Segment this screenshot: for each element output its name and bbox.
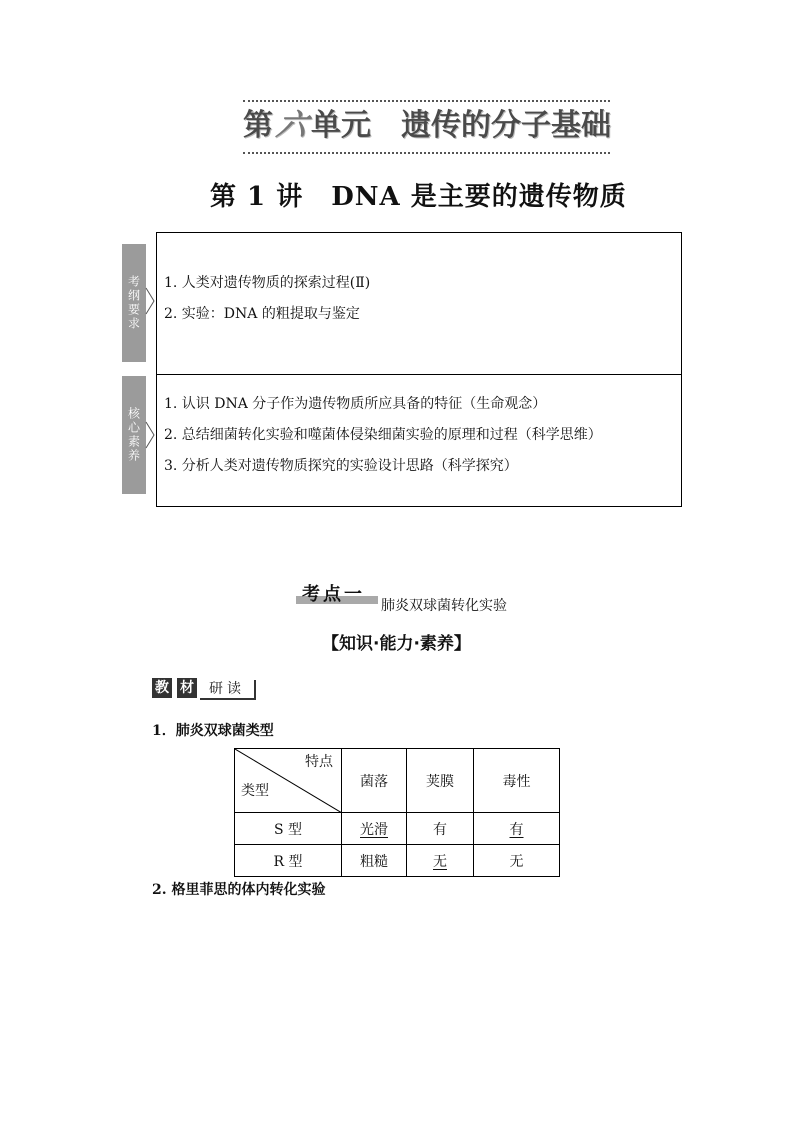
unit-header [243, 100, 610, 154]
table-row [235, 813, 560, 845]
study-badge-label: 研读 [200, 680, 256, 700]
requirements-divider [156, 374, 681, 375]
table-row [235, 845, 560, 877]
core-literacy-item: 2. 总结细菌转化实验和噬菌体侵染细菌实验的原理和过程（科学思维） [164, 427, 602, 443]
row-type-cell: R 型 [235, 845, 342, 877]
chevron-right-icon [144, 420, 158, 450]
colony-value: 粗糙 [360, 853, 388, 870]
side-label-syllabus: 考纲要求 [122, 244, 146, 362]
cell [474, 813, 560, 845]
column-header: 毒性 [474, 749, 560, 813]
section-heading: 【知识·能力·素养】 [322, 634, 471, 654]
heading-bacteria-types: 1．肺炎双球菌类型 [152, 723, 274, 739]
unit-title: 遗传的分子基础 [401, 108, 611, 143]
virulence-value: 有 [509, 821, 524, 838]
capsule-value: 有 [433, 821, 447, 838]
row-type-cell: S 型 [235, 813, 342, 845]
core-literacy-item: 3. 分析人类对遗传物质探究的实验设计思路（科学探究） [164, 458, 518, 474]
table-header-row [235, 749, 560, 813]
cell [342, 845, 407, 877]
unit-prefix: 第 [243, 108, 273, 143]
lesson-title [210, 176, 627, 213]
heading-griffith-experiment: 2. 格里菲思的体内转化实验 [152, 882, 326, 898]
core-literacy-item: 1. 认识 DNA 分子作为遗传物质所应具备的特征（生命观念） [164, 396, 547, 412]
column-header: 荚膜 [407, 749, 474, 813]
lesson-title-text: DNA 是主要的遗传物质 [331, 182, 627, 212]
study-badge-char: 教 [152, 678, 172, 698]
bacteria-type-table [234, 748, 560, 877]
unit-word: 单元 [311, 108, 371, 143]
side-label-core-literacy: 核心素养 [122, 376, 146, 494]
virulence-value: 无 [509, 853, 524, 870]
cell [474, 845, 560, 877]
cell [342, 813, 407, 845]
syllabus-item: 1. 人类对遗传物质的探索过程(Ⅱ) [164, 275, 371, 291]
corner-top-label: 特点 [305, 754, 333, 770]
topic-title: 肺炎双球菌转化实验 [381, 598, 507, 614]
unit-number: 六 [273, 108, 311, 143]
cell [407, 845, 474, 877]
column-header: 菌落 [342, 749, 407, 813]
study-badge-char: 材 [177, 678, 197, 698]
table-corner-cell [235, 749, 342, 813]
chevron-right-icon [144, 286, 158, 316]
capsule-value: 无 [433, 853, 447, 870]
cell [407, 813, 474, 845]
corner-bottom-label: 类型 [241, 783, 269, 799]
topic-badge: 考点一 [302, 584, 365, 605]
colony-value: 光滑 [360, 821, 388, 838]
syllabus-item: 2. 实验：DNA 的粗提取与鉴定 [164, 306, 360, 322]
lecture-number: 第 1 讲 [210, 182, 304, 212]
